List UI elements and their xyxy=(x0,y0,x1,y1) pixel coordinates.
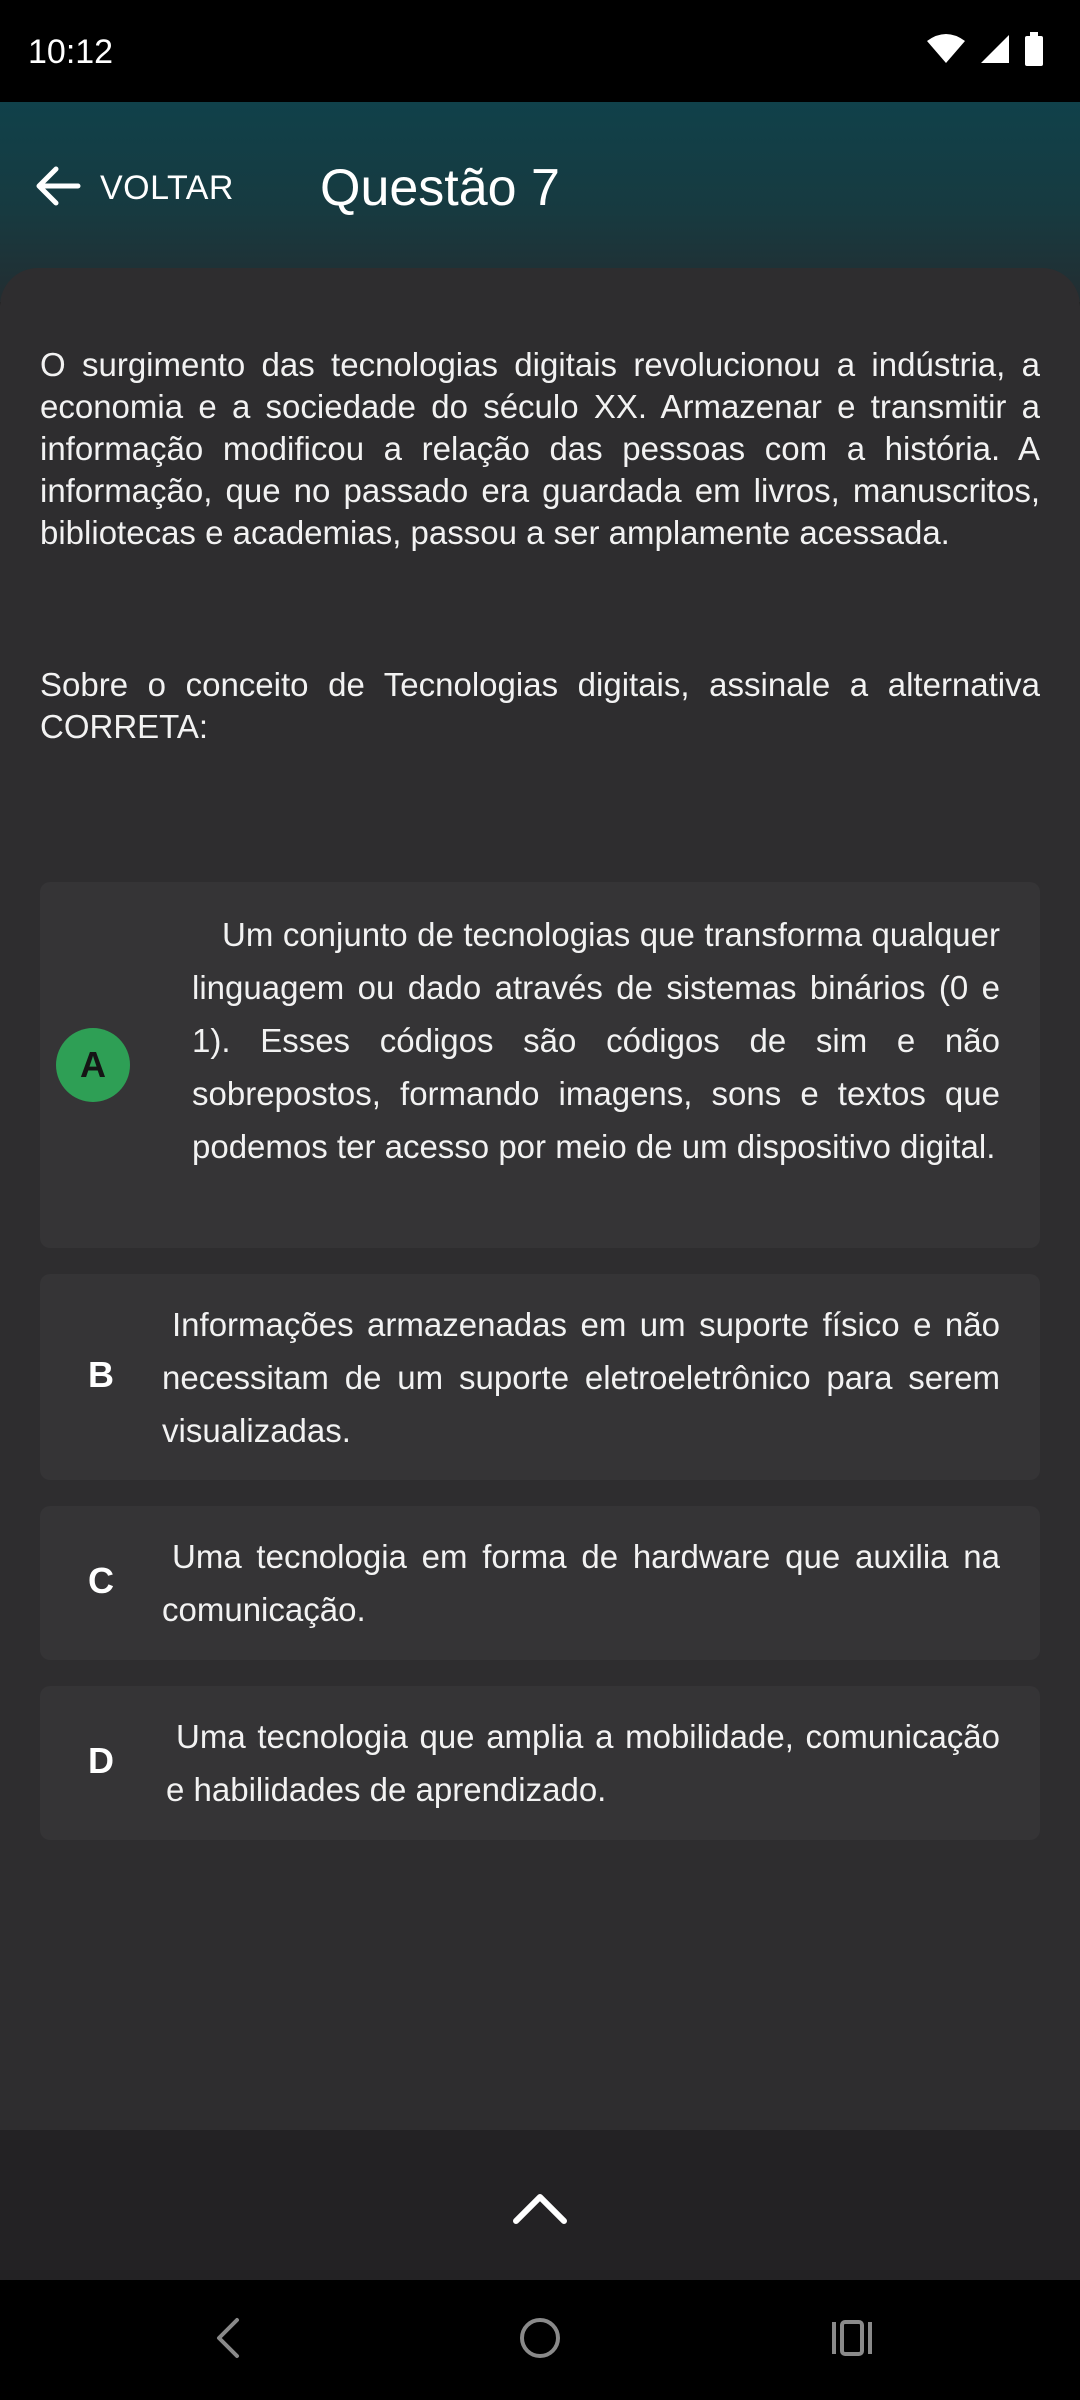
bottom-bar xyxy=(0,2130,1080,2280)
chevron-up-icon xyxy=(512,2191,568,2230)
nav-back-button[interactable] xyxy=(188,2300,268,2380)
status-icons xyxy=(926,32,1044,71)
option-b-text: Informações armazenadas em um suporte físico e não necessitam de um suporte eletroeletrônico para serem visualizadas. xyxy=(162,1306,1000,1449)
question-context: O surgimento das tecnologias digitais revolucionou a indústria, a economia e a sociedade do século XX. Armazenar e transmitir a informação modificou a relação das pessoas com a história. A informação, que no passado era guardada em livros, manuscritos, bibliotecas e academias, passou a ser amplamente acessada. xyxy=(40,346,1040,551)
question-content xyxy=(0,268,1080,2130)
option-d[interactable] xyxy=(40,1686,1040,1840)
option-d-letter: D xyxy=(88,1740,114,1781)
page-title: Questão 7 xyxy=(320,159,560,217)
nav-recents-button[interactable] xyxy=(812,2300,892,2380)
option-d-text: Uma tecnologia que amplia a mobilidade, comunicação e habilidades de aprendizado. xyxy=(166,1718,1000,1808)
back-button[interactable] xyxy=(34,148,234,228)
expand-button[interactable] xyxy=(500,2170,580,2250)
option-a-text: Um conjunto de tecnologias que transforma qualquer linguagem ou dado através de sistemas binários (0 e 1). Esses códigos são códigos de sim e não sobrepostos, formando imagens, sons e textos que podemos ter acesso por meio de um dispositivo digital. xyxy=(192,916,1000,1165)
nav-back-icon xyxy=(213,2316,243,2365)
arrow-left-icon xyxy=(34,164,82,213)
option-c-text: Uma tecnologia em forma de hardware que auxilia na comunicação. xyxy=(162,1538,1000,1628)
nav-recents-icon xyxy=(830,2318,874,2363)
option-b[interactable] xyxy=(40,1274,1040,1480)
status-bar xyxy=(0,0,1080,102)
back-label: VOLTAR xyxy=(100,168,234,207)
battery-icon xyxy=(1024,32,1044,71)
nav-home-button[interactable] xyxy=(500,2300,580,2380)
option-b-letter: B xyxy=(88,1354,114,1395)
signal-icon xyxy=(980,33,1010,70)
question-prompt: Sobre o conceito de Tecnologias digitais, assinale a alternativa CORRETA: xyxy=(40,666,1040,745)
option-c[interactable] xyxy=(40,1506,1040,1660)
option-letter-badge-selected: A xyxy=(56,1028,130,1102)
wifi-icon xyxy=(926,33,966,70)
option-a[interactable] xyxy=(40,882,1040,1248)
option-c-letter: C xyxy=(88,1560,114,1601)
status-time: 10:12 xyxy=(28,33,114,71)
nav-home-icon xyxy=(518,2316,562,2365)
system-nav-bar xyxy=(0,2280,1080,2400)
